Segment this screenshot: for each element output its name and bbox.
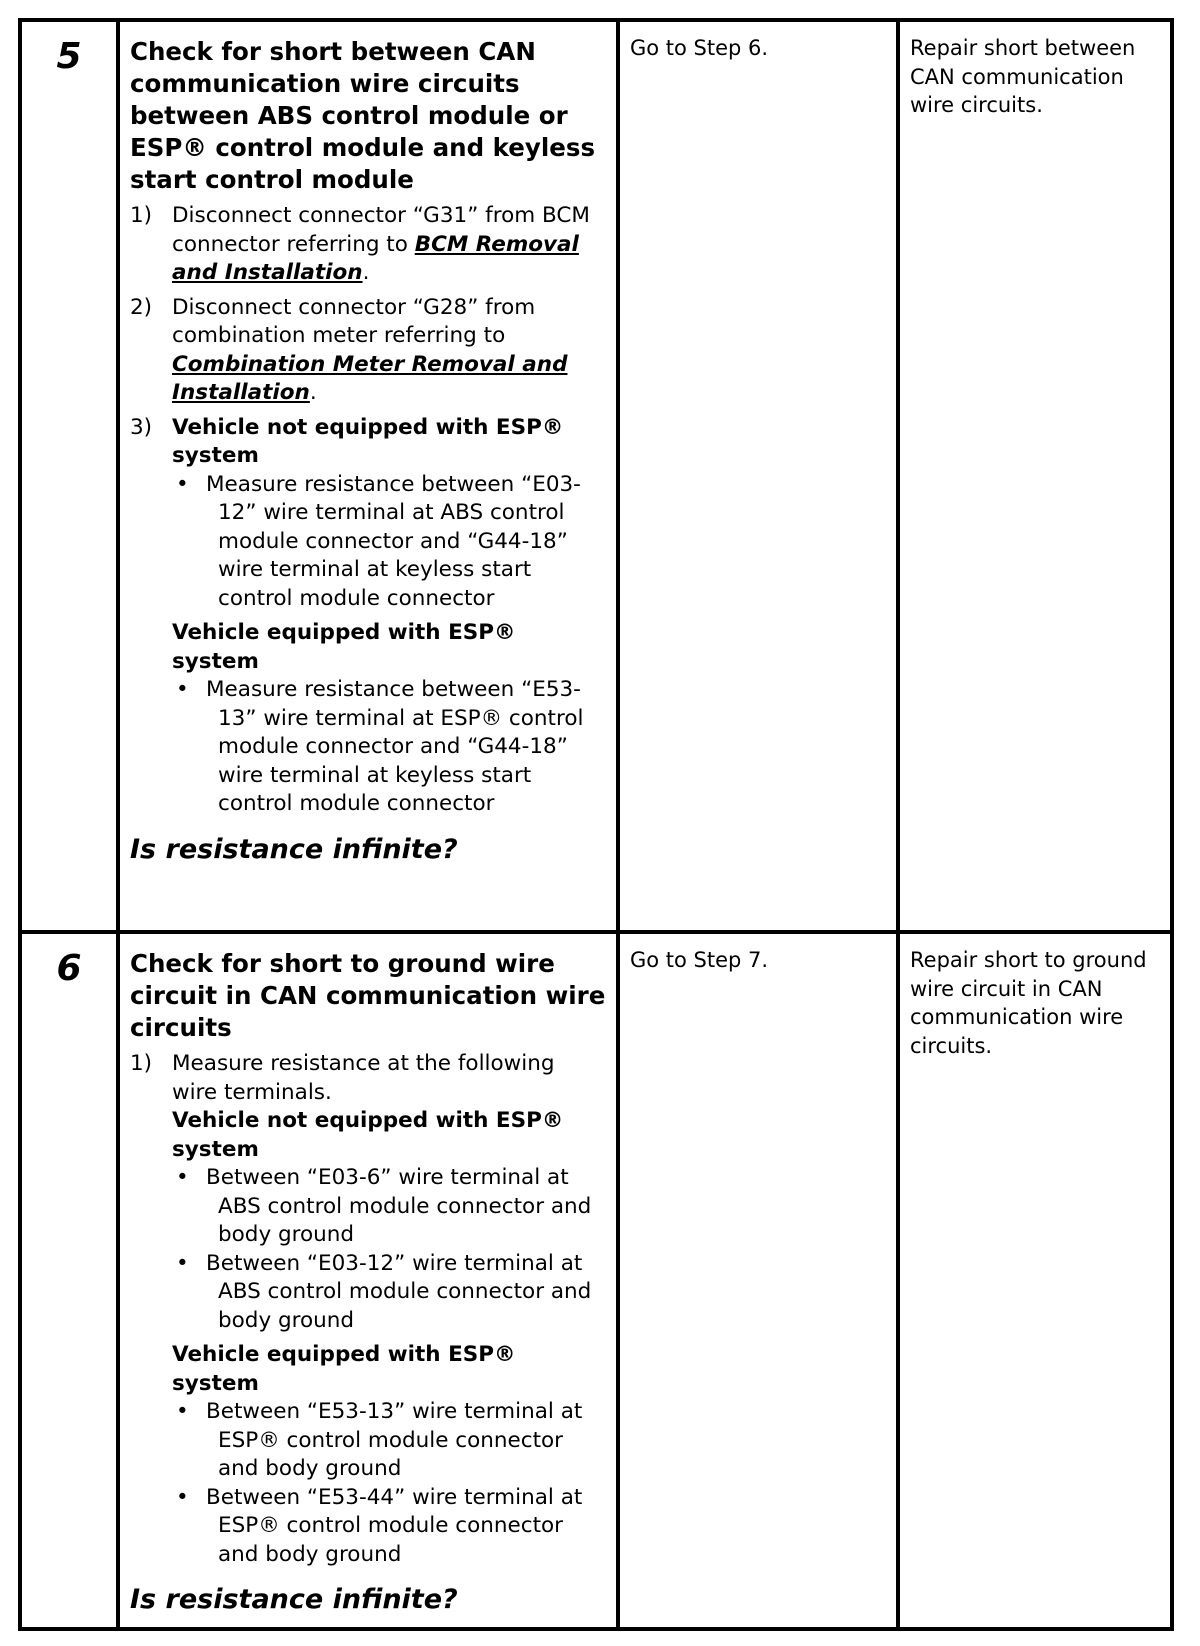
combination-meter-removal-link[interactable]: Combination Meter Removal and Installation — [172, 351, 568, 405]
bullet-icon: • — [176, 1484, 189, 1510]
bullet-icon: • — [176, 677, 189, 702]
list-item — [130, 294, 606, 408]
bullet-text: Between “E03-6” wire terminal at ABS control module connector and body ground — [206, 1165, 592, 1247]
bullet-text: Between “E03-12” wire terminal at ABS control module connector and body ground — [206, 1250, 592, 1333]
bullet-icon: • — [176, 1165, 189, 1190]
bullet-text: Between “E53-13” wire terminal at ESP® control module connector and body ground — [206, 1399, 583, 1481]
condition-label: Vehicle equipped with ESP® system — [172, 1342, 516, 1396]
list-item — [130, 202, 606, 288]
bullet-item — [172, 1164, 606, 1250]
bullet-text: Measure resistance between “E53-13” wire terminal at ESP® control module connector and “G44-18” wire terminal at keyless start control module connector — [206, 677, 584, 816]
condition-label: Vehicle equipped with ESP® system — [172, 620, 516, 674]
item-number: 1) — [130, 1051, 153, 1076]
question: Is resistance infinite? — [130, 1584, 458, 1615]
bullet-icon: • — [176, 1399, 189, 1424]
item-text: Measure resistance at the following wire terminals. — [172, 1051, 555, 1105]
item-number: 2) — [130, 294, 153, 320]
item-text: Disconnect connector “G31” from BCM connector referring to — [172, 203, 590, 257]
list-item — [130, 1050, 606, 1107]
item-number: 3) — [130, 414, 153, 440]
bullet-item — [172, 1398, 606, 1484]
bullet-item — [172, 471, 606, 614]
step-heading: Check for short between CAN communication wire circuits between ABS control module or ESP® control module and keyless start control module — [130, 37, 596, 194]
item-text: Disconnect connector “G28” from combination meter referring to — [172, 294, 536, 348]
item-number: 1) — [130, 203, 153, 228]
step-row-5 — [20, 20, 1172, 932]
no-action: Repair short to ground wire circuit in CAN communication wire circuits. — [898, 932, 1172, 1629]
bullet-item — [172, 1484, 606, 1570]
step-heading: Check for short to ground wire circuit in CAN communication wire circuits — [130, 949, 606, 1042]
bullet-item — [172, 1250, 606, 1336]
no-action: Repair short between CAN communication wire circuits. — [898, 20, 1172, 932]
step-content — [118, 932, 618, 1629]
bullet-icon: • — [176, 1250, 189, 1276]
yes-action: Go to Step 6. — [618, 20, 898, 932]
step-row-6 — [20, 932, 1172, 1629]
condition-label: Vehicle not equipped with ESP® system — [172, 1108, 564, 1162]
item-text: . — [309, 380, 317, 405]
bullet-item — [172, 676, 606, 819]
troubleshooting-table — [18, 18, 1174, 1631]
question: Is resistance infinite? — [130, 833, 458, 865]
step-number: 6 — [20, 932, 118, 1629]
list-item — [130, 414, 606, 471]
yes-action: Go to Step 7. — [618, 932, 898, 1629]
bcm-removal-link[interactable]: BCM Removal and Installation — [172, 231, 579, 285]
item-text: . — [362, 260, 370, 285]
step-number: 5 — [20, 20, 118, 932]
step-content — [118, 20, 618, 932]
bullet-text: Measure resistance between “E03-12” wire terminal at ABS control module connector and “G44-18” wire terminal at keyless start control module connector — [206, 471, 581, 611]
condition-label: Vehicle not equipped with ESP® system — [172, 414, 564, 468]
bullet-icon: • — [176, 471, 189, 497]
bullet-text: Between “E53-44” wire terminal at ESP® control module connector and body ground — [206, 1484, 583, 1567]
